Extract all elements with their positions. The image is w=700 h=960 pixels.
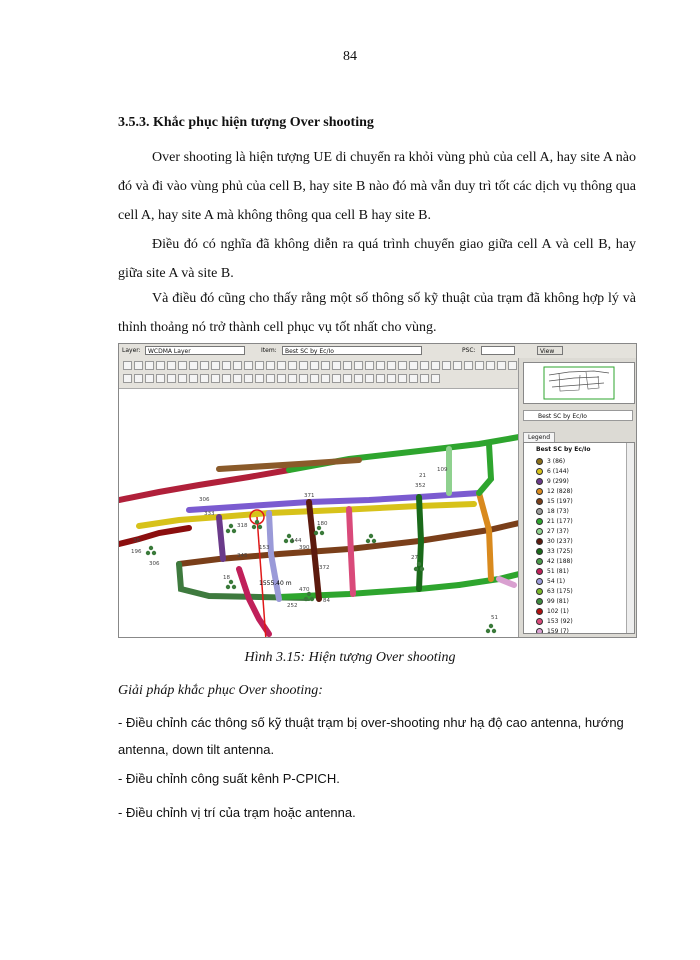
toolbar-tool-icon[interactable] xyxy=(255,374,264,383)
legend-color-swatch xyxy=(536,578,543,585)
toolbar-tool-icon[interactable] xyxy=(244,361,253,370)
legend-label: 9 (299) xyxy=(547,478,569,485)
toolbar-tool-icon[interactable] xyxy=(332,374,341,383)
toolbar-tool-icon[interactable] xyxy=(255,361,264,370)
toolbar-tool-icon[interactable] xyxy=(321,361,330,370)
legend-item xyxy=(536,477,569,486)
psc-label: PSC: xyxy=(462,347,476,354)
legend-color-swatch xyxy=(536,518,543,525)
legend-item xyxy=(536,567,569,576)
toolbar-tool-icon[interactable] xyxy=(332,361,341,370)
toolbar-tool-icon[interactable] xyxy=(277,361,286,370)
toolbar-tool-icon[interactable] xyxy=(453,361,462,370)
toolbar-tool-icon[interactable] xyxy=(310,374,319,383)
layer-list-item[interactable]: Best SC by Ec/Io xyxy=(523,410,633,421)
layer-label: Layer: xyxy=(122,347,141,354)
toolbar-tool-icon[interactable] xyxy=(376,361,385,370)
toolbar-tool-icon[interactable] xyxy=(398,361,407,370)
map-cell-label: 318 xyxy=(237,523,248,529)
tool-icons-toolbar xyxy=(119,358,571,389)
toolbar-tool-icon[interactable] xyxy=(233,374,242,383)
legend-item xyxy=(536,547,573,556)
map-cell-label: 144 xyxy=(291,538,302,544)
route-map xyxy=(119,389,519,637)
toolbar-tool-icon[interactable] xyxy=(145,374,154,383)
map-cell-label: 470 xyxy=(299,587,310,593)
legend-color-swatch xyxy=(536,548,543,555)
map-cell-label: 51 xyxy=(491,615,498,621)
item-select[interactable]: Best SC by Ec/Io xyxy=(282,346,422,355)
map-cell-label: 252 xyxy=(287,603,298,609)
right-panel xyxy=(518,358,637,637)
map-cell-label: 38 xyxy=(133,538,140,544)
cell-site-icon xyxy=(366,534,376,543)
legend-item xyxy=(536,517,573,526)
toolbar-tool-icon[interactable] xyxy=(343,361,352,370)
map-cell-label: 18 xyxy=(223,575,230,581)
legend-label: 33 (725) xyxy=(547,548,573,555)
cell-site-icon xyxy=(146,546,156,555)
map-cell-label: 306 xyxy=(199,497,210,503)
section-title: 3.5.3. Khắc phục hiện tượng Over shooting xyxy=(118,115,374,130)
toolbar-tool-icon[interactable] xyxy=(387,374,396,383)
legend-color-swatch xyxy=(536,608,543,615)
toolbar-tool-icon[interactable] xyxy=(299,361,308,370)
map-cell-label: 390 xyxy=(299,545,310,551)
legend-label: 21 (177) xyxy=(547,518,573,525)
legend-item xyxy=(536,597,569,606)
legend-color-swatch xyxy=(536,618,543,625)
legend-color-swatch xyxy=(536,498,543,505)
toolbar-tool-icon[interactable] xyxy=(464,361,473,370)
toolbar-tool-icon[interactable] xyxy=(321,374,330,383)
legend-color-swatch xyxy=(536,588,543,595)
toolbar-tool-icon[interactable] xyxy=(398,374,407,383)
legend-label: 63 (175) xyxy=(547,588,573,595)
map-cell-label: 21 xyxy=(419,473,426,479)
toolbar-tool-icon[interactable] xyxy=(178,361,187,370)
tab-legend[interactable]: Legend xyxy=(523,432,555,443)
map-cell-label: 153 xyxy=(259,545,270,551)
toolbar-tool-icon[interactable] xyxy=(211,361,220,370)
paragraph-3-text: Và điều đó cũng cho thấy rằng một số thông số kỹ thuật của trạm đã không hợp lý và thỉnh thoảng nó trở thành cell phục vụ tốt nhất cho vùng. xyxy=(118,291,636,335)
legend-label: 153 (92) xyxy=(547,618,573,625)
paragraph-2 xyxy=(118,230,636,288)
legend-color-swatch xyxy=(536,478,543,485)
toolbar-tool-icon[interactable] xyxy=(123,374,132,383)
psc-field[interactable] xyxy=(481,346,515,355)
toolbar-tool-icon[interactable] xyxy=(288,361,297,370)
legend-label: 102 (1) xyxy=(547,608,569,615)
legend-item xyxy=(536,457,565,466)
toolbar-tool-icon[interactable] xyxy=(211,374,220,383)
legend-color-swatch xyxy=(536,628,543,634)
legend-color-swatch xyxy=(536,508,543,515)
map-cell-label: 109 xyxy=(437,467,448,473)
legend-color-swatch xyxy=(536,468,543,475)
toolbar-tool-icon[interactable] xyxy=(497,361,506,370)
map-cell-label: 372 xyxy=(319,565,330,571)
paragraph-3 xyxy=(118,284,636,342)
map-cell-label: 333 xyxy=(204,511,215,517)
toolbar-tool-icon[interactable] xyxy=(145,361,154,370)
legend-label: 99 (81) xyxy=(547,598,569,605)
legend-label: 54 (1) xyxy=(547,578,566,585)
toolbar-tool-icon[interactable] xyxy=(244,374,253,383)
legend-color-swatch xyxy=(536,598,543,605)
legend-item xyxy=(536,607,569,616)
cell-site-icon xyxy=(314,526,324,535)
toolbar-tool-icon[interactable] xyxy=(420,374,429,383)
legend-color-swatch xyxy=(536,568,543,575)
paragraph-1-text: Over shooting là hiện tượng UE di chuyển ra khỏi vùng phủ của cell A, hay site A nào đó và đi vào vùng phủ của cell B, hay site B nào đó mà vẫn duy trì tốt các dịch vụ thông qua cell A, hay site A mà không thông qua cell B hay site B. xyxy=(118,150,636,223)
legend-item xyxy=(536,587,573,596)
toolbar-tool-icon[interactable] xyxy=(365,374,374,383)
map-cell-label: 180 xyxy=(317,521,328,527)
toolbar-tool-icon[interactable] xyxy=(343,374,352,383)
map-cell-label: 196 xyxy=(131,549,142,555)
toolbar-tool-icon[interactable] xyxy=(167,361,176,370)
toolbar-tool-icon[interactable] xyxy=(431,374,440,383)
toolbar-tool-icon[interactable] xyxy=(200,374,209,383)
item-label: Item: xyxy=(261,347,277,354)
cell-site-icon xyxy=(226,524,236,533)
legend-label: 18 (73) xyxy=(547,508,569,515)
toolbar-tool-icon[interactable] xyxy=(365,361,374,370)
legend-label: 3 (86) xyxy=(547,458,566,465)
distance-label: 1555.40 m xyxy=(259,580,292,587)
top-toolbar xyxy=(119,344,636,359)
map-cell-label: 371 xyxy=(304,493,315,499)
legend-label: 15 (197) xyxy=(547,498,573,505)
toolbar-tool-icon[interactable] xyxy=(409,361,418,370)
legend-item xyxy=(536,537,573,546)
legend-label: 51 (81) xyxy=(547,568,569,575)
toolbar-tool-icon[interactable] xyxy=(299,374,308,383)
toolbar-tool-icon[interactable] xyxy=(134,374,143,383)
legend-item xyxy=(536,497,573,506)
toolbar-tool-icon[interactable] xyxy=(486,361,495,370)
map-cell-label: 345 xyxy=(237,553,248,559)
legend-item xyxy=(536,627,569,634)
map-cell-label: 306 xyxy=(149,561,160,567)
paragraph-1 xyxy=(118,143,636,230)
view-button[interactable]: View xyxy=(537,346,563,355)
legend-item xyxy=(536,527,569,536)
toolbar-tool-icon[interactable] xyxy=(431,361,440,370)
legend-item xyxy=(536,577,565,586)
legend-label: 159 (7) xyxy=(547,628,569,634)
map-cell-label: 352 xyxy=(415,483,426,489)
toolbar-tool-icon[interactable] xyxy=(442,361,451,370)
toolbar-tool-icon[interactable] xyxy=(222,374,231,383)
cell-site-icon xyxy=(486,624,496,633)
toolbar-tool-icon[interactable] xyxy=(156,374,165,383)
toolbar-tool-icon[interactable] xyxy=(222,361,231,370)
legend-item xyxy=(536,617,573,626)
map-cell-label: 27 xyxy=(411,555,418,561)
legend-item xyxy=(536,507,569,516)
toolbar-tool-icon[interactable] xyxy=(167,374,176,383)
toolbar-tool-icon[interactable] xyxy=(409,374,418,383)
toolbar-tool-icon[interactable] xyxy=(134,361,143,370)
toolbar-tool-icon[interactable] xyxy=(233,361,242,370)
toolbar-tool-icon[interactable] xyxy=(508,361,517,370)
toolbar-tool-icon[interactable] xyxy=(376,374,385,383)
legend-color-swatch xyxy=(536,558,543,565)
toolbar-tool-icon[interactable] xyxy=(475,361,484,370)
solution-3: - Điều chỉnh vị trí của trạm hoặc antenna. xyxy=(118,805,356,820)
toolbar-tool-icon[interactable] xyxy=(200,361,209,370)
legend-color-swatch xyxy=(536,528,543,535)
layer-select[interactable]: WCDMA Layer xyxy=(145,346,245,355)
toolbar-tool-icon[interactable] xyxy=(178,374,187,383)
toolbar-tool-icon[interactable] xyxy=(189,361,198,370)
legend-title: Best SC by Ec/Io xyxy=(536,446,591,453)
figure-caption: Hình 3.15: Hiện tượng Over shooting xyxy=(244,650,456,665)
legend-color-swatch xyxy=(536,538,543,545)
toolbar-tool-icon[interactable] xyxy=(156,361,165,370)
toolbar-tool-icon[interactable] xyxy=(189,374,198,383)
toolbar-tool-icon[interactable] xyxy=(387,361,396,370)
toolbar-tool-icon[interactable] xyxy=(123,361,132,370)
legend-list xyxy=(523,442,635,634)
toolbar-tool-icon[interactable] xyxy=(420,361,429,370)
map-cell-label: 84 xyxy=(323,598,330,604)
legend-label: 12 (828) xyxy=(547,488,573,495)
legend-item xyxy=(536,487,573,496)
legend-label: 6 (144) xyxy=(547,468,569,475)
page-number: 84 xyxy=(343,49,357,64)
toolbar-tool-icon[interactable] xyxy=(288,374,297,383)
legend-item xyxy=(536,557,573,566)
toolbar-tool-icon[interactable] xyxy=(310,361,319,370)
toolbar-tool-icon[interactable] xyxy=(277,374,286,383)
solution-2: - Điều chỉnh công suất kênh P-CPICH. xyxy=(118,771,340,786)
legend-label: 42 (188) xyxy=(547,558,573,565)
overview-map xyxy=(523,362,635,404)
toolbar-tool-icon[interactable] xyxy=(354,361,363,370)
overshooting-map-figure xyxy=(118,343,637,638)
legend-label: 27 (37) xyxy=(547,528,569,535)
legend-color-swatch xyxy=(536,488,543,495)
paragraph-2-text: Điều đó có nghĩa đã không diễn ra quá trình chuyển giao giữa cell A và cell B, hay giữa site A và site B. xyxy=(118,237,636,281)
solution-title: Giải pháp khắc phục Over shooting: xyxy=(118,683,323,698)
legend-label: 30 (237) xyxy=(547,538,573,545)
solution-1: - Điều chỉnh các thông số kỹ thuật trạm bị over-shooting như hạ độ cao antenna, hướng antenna, down tilt antenna. xyxy=(118,715,624,757)
toolbar-tool-icon[interactable] xyxy=(354,374,363,383)
legend-color-swatch xyxy=(536,458,543,465)
legend-item xyxy=(536,467,569,476)
legend-scrollbar[interactable] xyxy=(626,443,634,633)
toolbar-tool-icon[interactable] xyxy=(266,374,275,383)
cell-site-icon xyxy=(226,580,236,589)
toolbar-tool-icon[interactable] xyxy=(266,361,275,370)
